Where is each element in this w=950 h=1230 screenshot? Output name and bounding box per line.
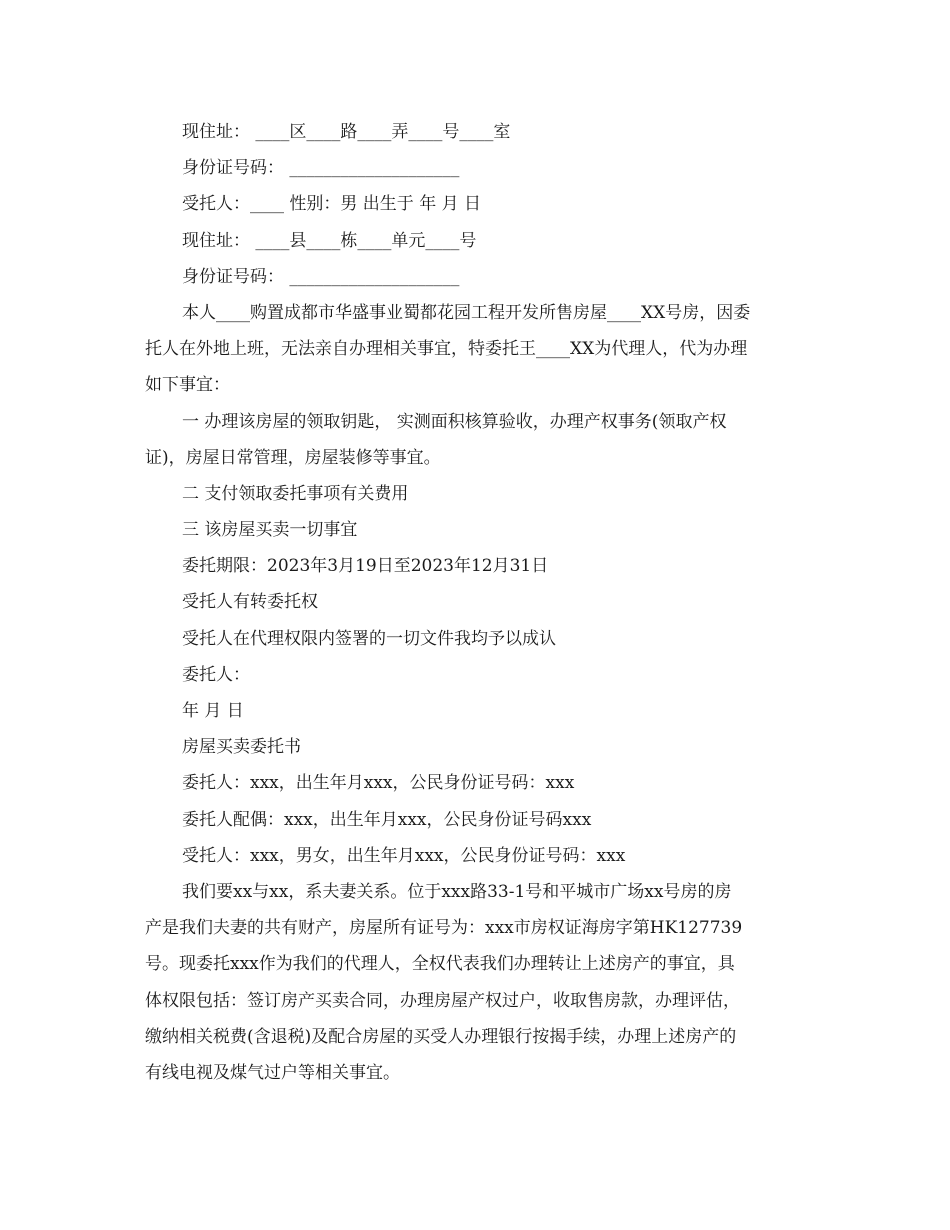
body-line-4: 体权限包括：签订房产买卖合同，办理房屋产权过户，收取售房款，办理评估，: [145, 990, 740, 1011]
body-line-5: 缴纳相关税费(含退税)及配合房屋的买受人办理银行按揭手续，办理上述房产的: [145, 1026, 737, 1047]
body-line-3: 号。现委托xxx作为我们的代理人，全权代表我们办理转让上述房产的事宜，具: [145, 954, 735, 975]
id-number-line-1: 身份证号码： ____________________: [182, 158, 460, 179]
trustee-line: 受托人：____ 性别：男 出生于 年 月 日: [182, 194, 482, 215]
body-line-1: 我们要xx与xx，系夫妻关系。位于xxx路33-1号和平城市广场xx号房的房: [182, 881, 732, 902]
statement-line-1: 本人____购置成都市华盛事业蜀都花园工程开发所售房屋____XX号房，因委: [182, 302, 751, 323]
principal-info: 委托人：xxx，出生年月xxx，公民身份证号码：xxx: [182, 773, 575, 794]
document-body: [0, 114, 950, 1091]
item-one-line-1: 一 办理该房屋的领取钥匙， 实测面积核算验收，办理产权事务(领取产权: [182, 411, 727, 432]
address-line-2: 现住址： ____县____栋____单元____号: [182, 230, 477, 251]
sub-delegation-line: 受托人有转委托权: [182, 592, 318, 613]
spouse-info: 委托人配偶：xxx，出生年月xxx，公民身份证号码xxx: [182, 809, 592, 830]
address-line-1: 现住址： ____区____路____弄____号____室: [182, 122, 511, 142]
body-line-2: 产是我们夫妻的共有财产，房屋所有证号为：xxx市房权证海房字第HK127739: [145, 918, 743, 939]
principal-signature-label: 委托人：: [182, 664, 250, 685]
item-two: 二 支付领取委托事项有关费用: [182, 483, 409, 504]
body-line-6: 有线电视及煤气过户等相关事宜。: [145, 1062, 400, 1083]
term-line: 委托期限：2023年3月19日至2023年12月31日: [182, 556, 549, 577]
id-number-line-2: 身份证号码： ____________________: [182, 266, 460, 287]
section-title: 房屋买卖委托书: [182, 737, 301, 758]
item-three: 三 该房屋买卖一切事宜: [182, 520, 358, 541]
acknowledgement-line: 受托人在代理权限内签署的一切文件我均予以成认: [182, 628, 556, 649]
date-placeholder: 年 月 日: [182, 701, 244, 721]
statement-line-3: 如下事宜：: [145, 375, 230, 396]
trustee-info: 受托人：xxx，男女，出生年月xxx，公民身份证号码：xxx: [182, 845, 626, 866]
item-one-line-2: 证)，房屋日常管理，房屋装修等事宜。: [145, 447, 441, 468]
statement-line-2: 托人在外地上班，无法亲自办理相关事宜，特委托王____XX为代理人，代为办理: [145, 339, 748, 360]
